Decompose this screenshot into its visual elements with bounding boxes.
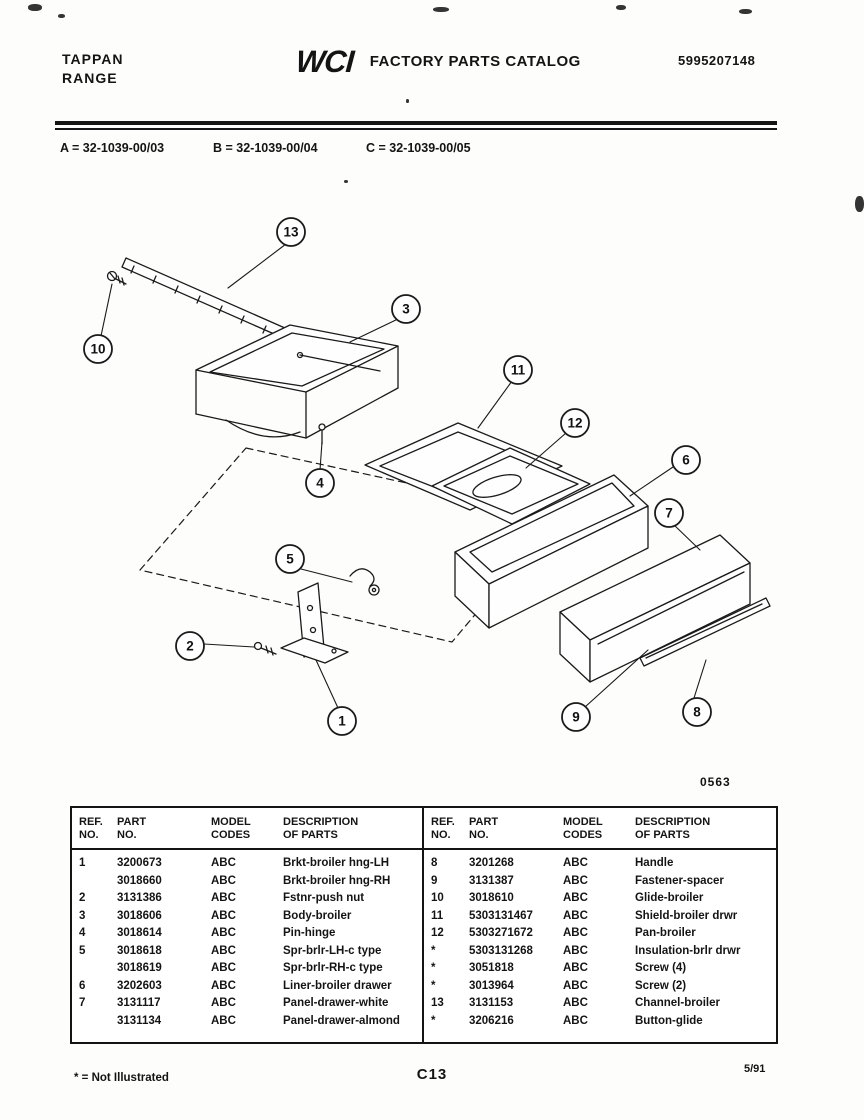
cell-desc: Brkt-broiler hng-RH: [283, 874, 391, 887]
cell-ref: 5: [79, 944, 86, 957]
callout-label: 6: [682, 452, 690, 468]
scan-speck: [433, 7, 449, 12]
cell-part: 3018660: [117, 874, 162, 887]
cell-desc: Screw (2): [635, 979, 687, 992]
cell-model: ABC: [563, 927, 588, 939]
not-illustrated-note: * = Not Illustrated: [74, 1072, 169, 1084]
cell-desc: Liner-broiler drawer: [283, 979, 392, 992]
cell-desc: Fastener-spacer: [635, 874, 724, 887]
model-code-a: A = 32-1039-00/03: [60, 141, 165, 155]
callout-label: 10: [90, 341, 106, 357]
cell-ref: 10: [431, 892, 444, 904]
scan-speck: [616, 5, 626, 10]
callout-12: [561, 409, 589, 437]
cell-ref: 3: [79, 909, 86, 922]
table-row: [424, 849, 776, 873]
model-codes-line: [0, 141, 864, 157]
callout-label: 9: [572, 709, 580, 725]
parts-table: [70, 806, 778, 1044]
cell-desc: Brkt-broiler hng-LH: [283, 857, 390, 869]
cell-desc: Spr-brlr-RH-c type: [283, 962, 383, 974]
brand-line-1: TAPPAN: [62, 51, 124, 67]
cell-ref: 11: [431, 909, 444, 922]
cell-model: ABC: [563, 892, 588, 904]
scan-speck: [344, 180, 348, 183]
scan-speck: [28, 4, 42, 11]
cell-ref: 4: [79, 927, 86, 939]
cell-part: 3131117: [117, 997, 161, 1009]
cell-part: 3018614: [117, 927, 162, 939]
callout-3: [392, 295, 420, 323]
callout-label: 1: [338, 713, 346, 729]
cell-ref: 2: [79, 892, 86, 904]
cell-model: ABC: [563, 979, 588, 992]
cell-desc: Shield-broiler drwr: [635, 909, 738, 922]
table-row: [424, 890, 776, 908]
cell-model: ABC: [211, 962, 236, 974]
callout-5: [276, 545, 304, 573]
callout-13: [277, 218, 305, 246]
callout-11: [504, 356, 532, 384]
broiler-spring-part: [350, 569, 379, 595]
table-row: [424, 978, 776, 996]
cell-part: 5303131467: [469, 909, 533, 922]
callout-label: 3: [402, 301, 410, 317]
header-rule: [55, 121, 777, 130]
header-rule-thin: [55, 128, 777, 130]
cell-model: ABC: [563, 874, 588, 887]
publication-number: 5995207148: [678, 53, 756, 68]
table-row: [424, 960, 776, 978]
col-header-desc: DESCRIPTION OF PARTS: [276, 808, 422, 849]
catalog-title: FACTORY PARTS CATALOG: [369, 53, 581, 70]
cell-part: 3131153: [469, 997, 514, 1009]
cell-desc: Spr-brlr-LH-c type: [283, 944, 382, 957]
callout-1: [328, 707, 356, 735]
cell-model: ABC: [211, 857, 236, 869]
cell-model: ABC: [563, 997, 588, 1009]
callout-10: [84, 335, 112, 363]
callout-2: [176, 632, 204, 660]
cell-desc: Button-glide: [635, 1014, 703, 1027]
brand-line-2: RANGE: [62, 70, 118, 86]
col-header-ref: REF. NO.: [424, 808, 462, 849]
wci-logo: WCI: [294, 44, 355, 79]
cell-model: ABC: [211, 892, 236, 904]
callout-6: [672, 446, 700, 474]
header-rule-thick: [55, 121, 777, 125]
cell-model: ABC: [563, 962, 588, 974]
cell-desc: Handle: [635, 857, 674, 869]
col-header-part: PART NO.: [462, 808, 556, 849]
scan-speck: [58, 14, 65, 18]
cell-model: ABC: [211, 927, 236, 939]
cell-ref: 8: [431, 857, 438, 869]
cell-model: ABC: [563, 857, 588, 869]
table-row: [72, 960, 422, 978]
cell-part: 3131386: [117, 892, 162, 904]
cell-desc: Panel-drawer-white: [283, 997, 389, 1009]
cell-desc: Fstnr-push nut: [283, 892, 365, 904]
col-header-model: MODEL CODES: [204, 808, 276, 849]
table-row: [424, 908, 776, 926]
scan-speck: [739, 9, 752, 14]
callout-label: 13: [283, 224, 299, 240]
cell-part: 3200673: [117, 857, 162, 869]
cell-model: ABC: [563, 909, 588, 922]
glide-screw-part: [108, 272, 127, 286]
hinge-pin-part: [319, 424, 325, 444]
cell-desc: Channel-broiler: [635, 997, 720, 1009]
parts-table-right: [424, 808, 776, 1042]
cell-ref: *: [431, 979, 436, 992]
table-row: [424, 1013, 776, 1031]
callout-label: 12: [567, 415, 583, 431]
cell-part: 3018606: [117, 909, 162, 922]
callout-label: 11: [510, 362, 526, 378]
callout-9: [562, 703, 590, 731]
cell-model: ABC: [211, 1014, 236, 1027]
table-row: [72, 978, 422, 996]
table-row: [72, 925, 422, 943]
cell-part: 3206216: [469, 1014, 514, 1027]
cell-part: 3131387: [469, 874, 514, 887]
callout-label: 2: [186, 638, 194, 654]
cell-ref: 9: [431, 874, 438, 887]
callout-8: [683, 698, 711, 726]
callout-label: 8: [693, 704, 701, 720]
cell-model: ABC: [211, 997, 236, 1009]
cell-part: 3201268: [469, 857, 514, 869]
brand-block: [62, 50, 123, 88]
table-row: [424, 943, 776, 961]
cell-part: 3018619: [117, 962, 162, 974]
figure-code: 0563: [700, 775, 731, 789]
cell-desc: Pan-broiler: [635, 927, 696, 939]
table-row: [72, 873, 422, 891]
cell-model: ABC: [563, 1014, 588, 1027]
col-header-ref: REF. NO.: [72, 808, 110, 849]
cell-ref: [72, 873, 110, 891]
table-row: [424, 873, 776, 891]
cell-part: 3013964: [469, 979, 514, 992]
table-row: [72, 890, 422, 908]
exploded-parts-diagram: [0, 180, 864, 780]
cell-part: 3202603: [117, 979, 162, 992]
cell-part: 3131134: [117, 1014, 162, 1027]
table-row: [72, 943, 422, 961]
table-row: [72, 849, 422, 873]
cell-part: 5303271672: [469, 927, 533, 939]
cell-ref: 6: [79, 979, 86, 992]
table-row: [72, 995, 422, 1013]
channel-broiler-part: [122, 258, 294, 341]
scan-speck: [406, 99, 409, 103]
table-header-row: [72, 808, 422, 849]
cell-model: ABC: [211, 944, 236, 957]
table-row: [72, 908, 422, 926]
broiler-hinge-bracket-part: [281, 583, 348, 663]
cell-ref: 12: [431, 927, 444, 939]
cell-ref: [72, 1013, 110, 1031]
callout-4: [306, 469, 334, 497]
cell-desc: Panel-drawer-almond: [283, 1014, 400, 1027]
cell-desc: Glide-broiler: [635, 892, 704, 904]
callout-label: 4: [316, 475, 324, 491]
cell-part: 3051818: [469, 962, 514, 974]
cell-part: 3018618: [117, 944, 162, 957]
table-row: [424, 925, 776, 943]
callout-7: [655, 499, 683, 527]
page-number: C13: [416, 1066, 448, 1083]
body-broiler-part: [196, 325, 398, 438]
cell-desc: Body-broiler: [283, 909, 352, 922]
callout-label: 5: [286, 551, 294, 567]
table-row: [72, 1013, 422, 1031]
cell-ref: 13: [431, 997, 444, 1009]
cell-part: 3018610: [469, 892, 514, 904]
cell-ref: 1: [79, 857, 86, 869]
col-header-part: PART NO.: [110, 808, 204, 849]
col-header-model: MODEL CODES: [556, 808, 628, 849]
cell-desc: Insulation-brlr drwr: [635, 944, 741, 957]
scan-speck: [855, 196, 864, 212]
cell-model: ABC: [211, 979, 236, 992]
model-code-c: C = 32-1039-00/05: [366, 141, 471, 155]
cell-desc: Pin-hinge: [283, 927, 336, 939]
model-code-b: B = 32-1039-00/04: [213, 141, 318, 155]
callout-label: 7: [665, 505, 673, 521]
cell-ref: 7: [79, 997, 86, 1009]
cell-ref: *: [431, 944, 436, 957]
catalog-title-block: [296, 44, 581, 80]
table-header-row: [424, 808, 776, 849]
cell-model: ABC: [211, 909, 236, 922]
cell-ref: *: [431, 1014, 436, 1027]
cell-part: 5303131268: [469, 944, 533, 957]
revision-date: 5/91: [744, 1063, 766, 1075]
cell-model: ABC: [563, 944, 588, 957]
cell-desc: Screw (4): [635, 962, 687, 974]
cell-model: ABC: [211, 874, 236, 887]
cell-ref: *: [431, 962, 436, 974]
table-row: [424, 995, 776, 1013]
parts-table-left: [72, 808, 424, 1042]
push-nut-fastener-part: [255, 643, 277, 656]
col-header-desc: DESCRIPTION OF PARTS: [628, 808, 776, 849]
cell-ref: [72, 960, 110, 978]
